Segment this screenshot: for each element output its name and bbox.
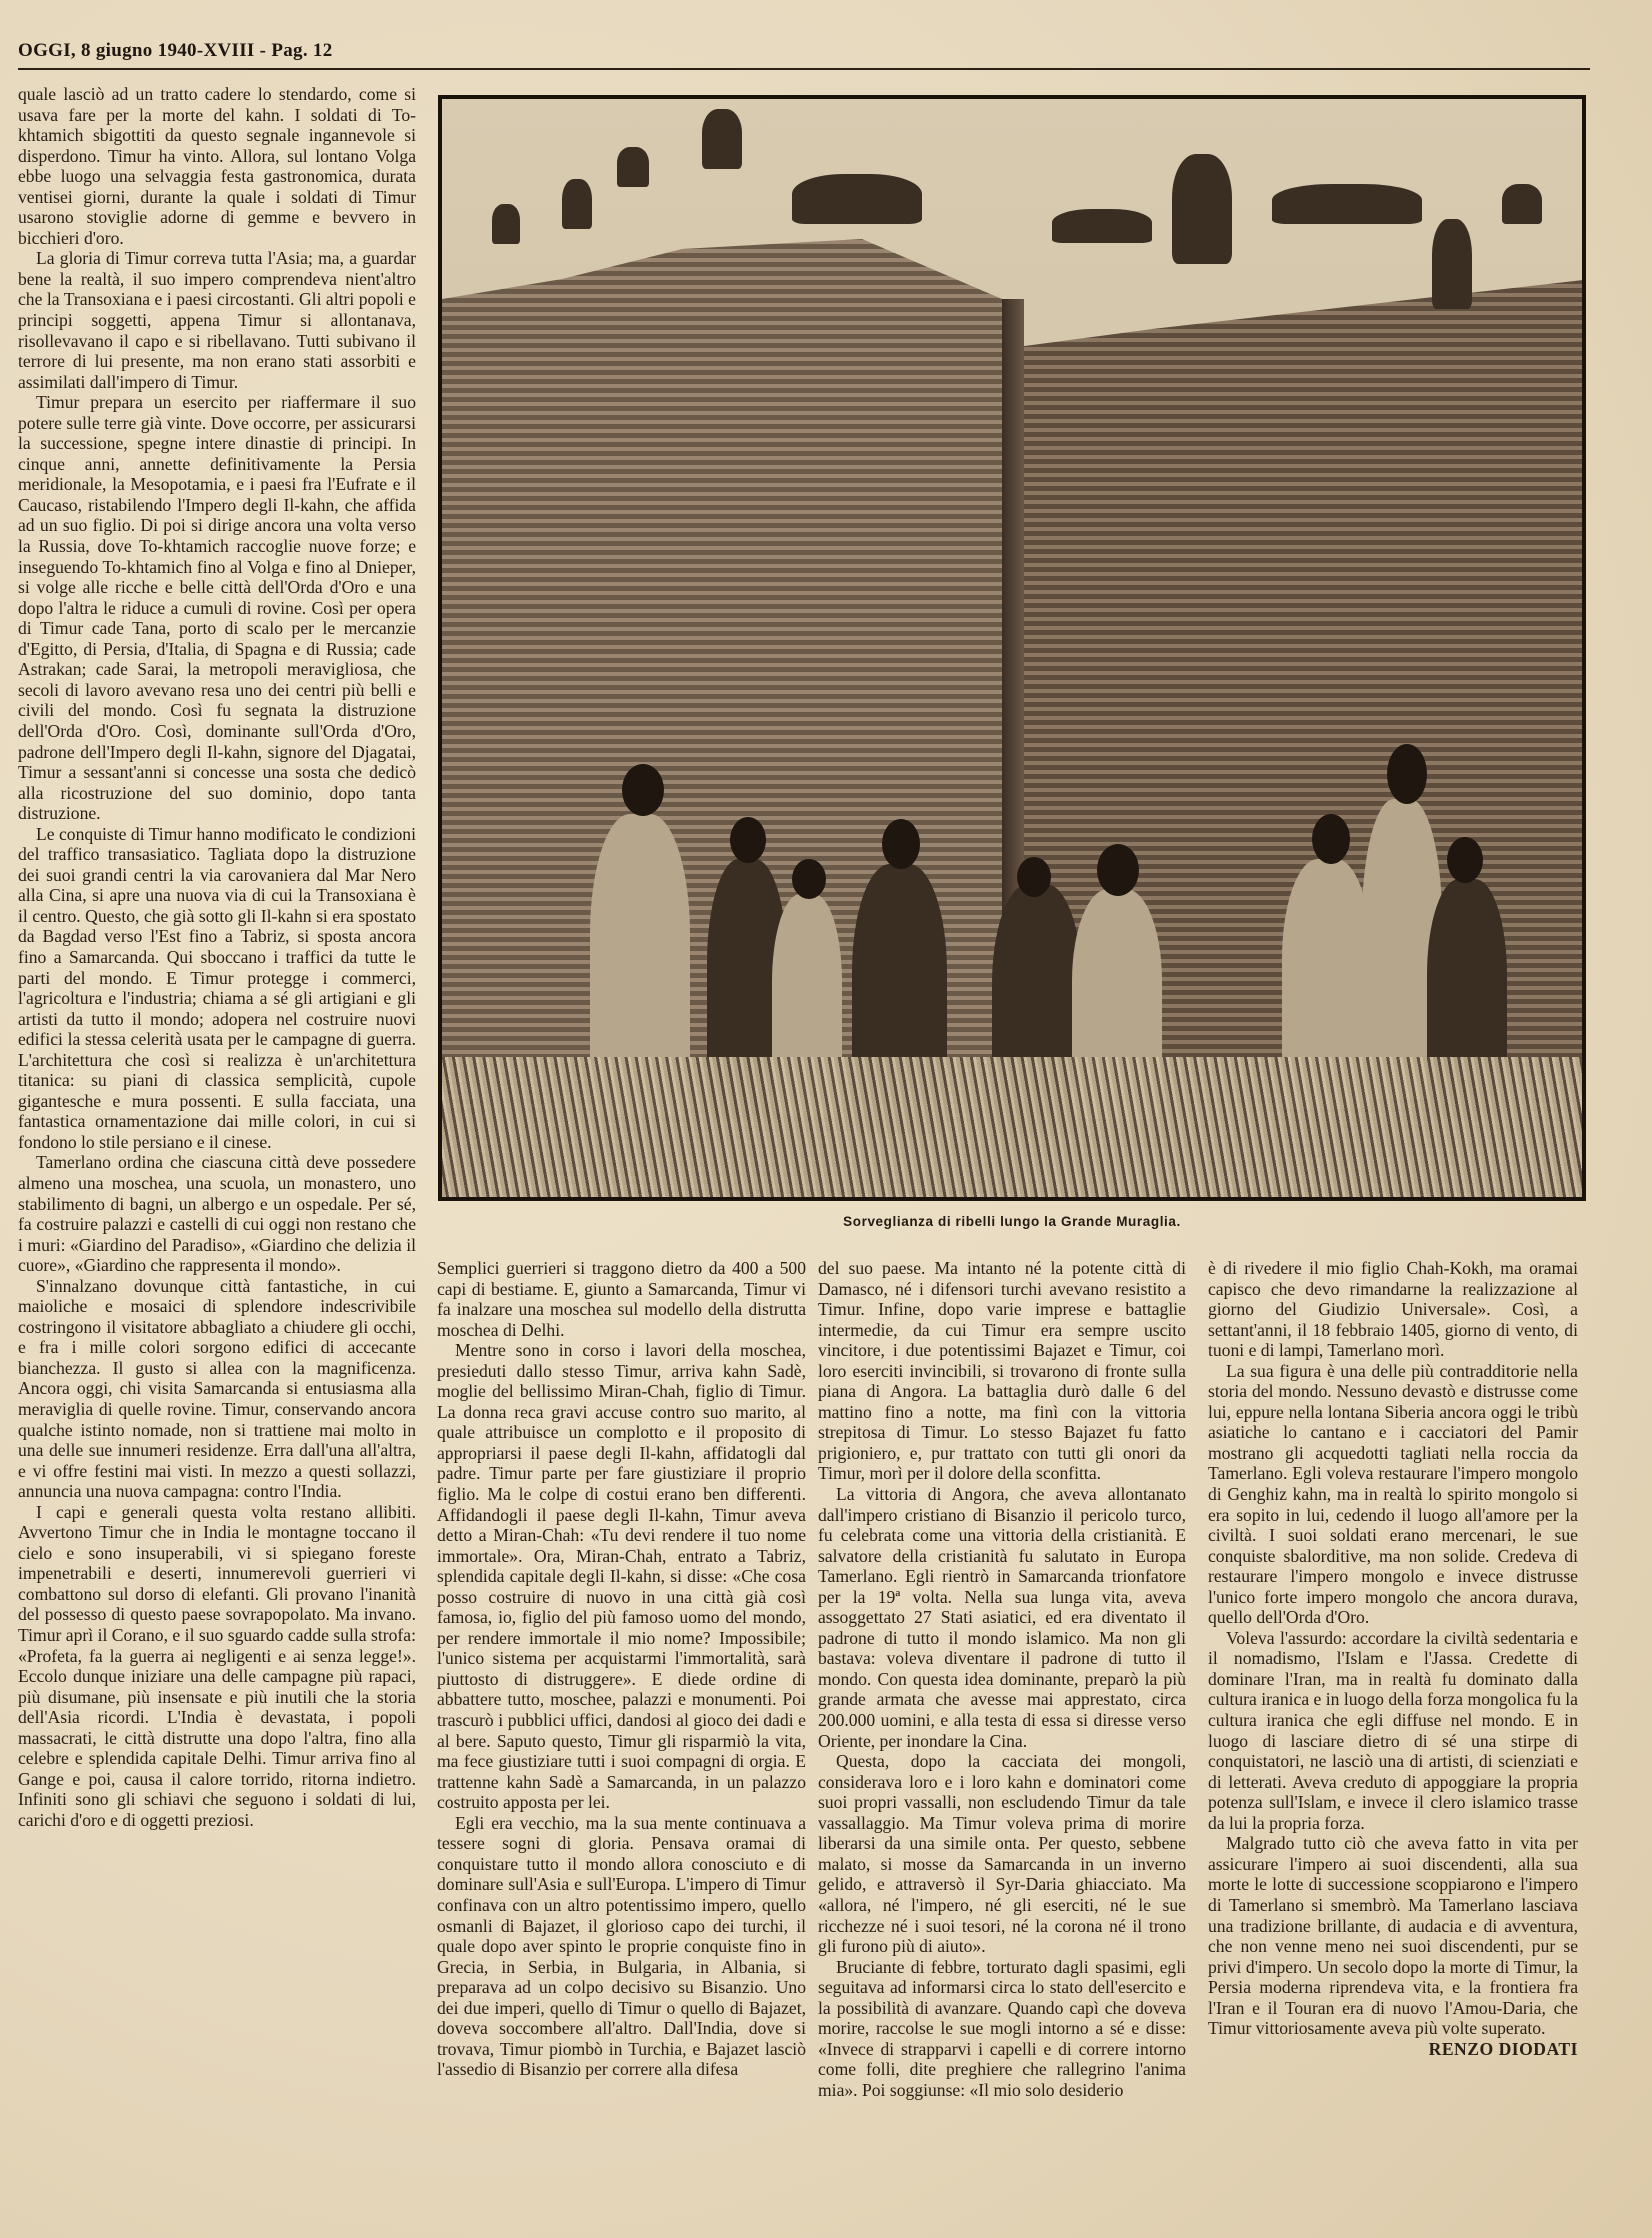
paragraph: Malgrado tutto ciò che aveva fatto in vita per assicurare l'impero ai suoi discendenti, alla sua morte le lotte di successione scoppiarono e l'impero di Tamerlano si smembrò. Ma Tamerlano lasciava una tradizione brillante, di audacia e di avventura, che non venne meno nei suoi discendenti, pur se privi d'impero. Un secolo dopo la morte di Timur, la Persia moderna riprendeva vita, e la frontiera fra l'Iran e il Touran era di nuovo l'Amou-Daria, che Timur vittoriosamente aveva più volte superato. xyxy=(1208,1833,1578,2039)
soldier-figure xyxy=(702,109,742,169)
soldier-figure xyxy=(1172,154,1232,264)
paragraph: Mentre sono in corso i lavori della moschea, presieduti dallo stesso Timur, arriva kahn Sadè, moglie del bellissimo Miran-Chah, figlio di Timur. La donna reca gravi accuse contro suo marito, al quale attribuisce un complotto e il proposito di appropriarsi il paese degli Il-kahn, affidatogli dal padre. Timur parte per fare giustiziare il proprio figlio. Ma le colpe di costui erano ben differenti. Affidandogli il paese degli Il-kahn, Timur aveva detto a Miran-Chah: «Tu devi rendere il tuo nome immortale». Ora, Miran-Chah, entrato a Tabriz, splendida capitale degli Il-kahn, si disse: «Che cosa posso costruire di nuovo in una città già così famosa, io, figlio del più famoso uomo del mondo, per rendere immortale il mio nome? Impossibile; l'unico sistema per acquistarmi l'immortalità, sarà piuttosto di distruggere». E diede ordine di abbattere tutto, moschee, palazzi e monumenti. Poi trascurò i pubblici uffici, dandosi al gioco dei dadi e al bere. Saputo questo, Timur gli risparmiò la vita, ma fece giustiziare tutti i suoi compagni di orgia. E trattenne kahn Sadè a Samarcanda, in un palazzo costruito apposta per lei. xyxy=(437,1340,806,1813)
article-column-1 xyxy=(18,84,416,1830)
article-column-4 xyxy=(1208,1258,1578,2059)
paragraph: La vittoria di Angora, che aveva allontanato dall'impero cristiano di Bisanzio il pericolo turco, fu celebrata come una vittoria della cristianità. E salvatore della cristianità fu salutato in Europa Tamerlano. Egli rientrò in Samarcanda trionfatore per la 19ª volta. Nella sua lunga vita, aveva assoggettato 27 Stati asiatici, ed era diventato il padrone di tutto il mondo islamico. Ma non gli bastava: voleva diventare il padrone di tutto il mondo. Con questa idea dominante, preparò la più grande armata che avesse mai apprestato, circa 200.000 uomini, e alla testa di essa si diresse verso Oriente, per inondare la Cina. xyxy=(818,1484,1186,1751)
paragraph: Semplici guerrieri si traggono dietro da 400 a 500 capi di bestiame. E, giunto a Samarcanda, Timur vi fa inalzare una moschea sul modello della distrutta moschea di Delhi. xyxy=(437,1258,806,1340)
person-head xyxy=(1097,844,1139,896)
paragraph: I capi e generali questa volta restano allibiti. Avvertono Timur che in India le montagne toccano il cielo e sono insuperabili, vi si spiegano foreste impenetrabili e deserti, innumerevoli guerrieri vi combattono sul dorso di elefanti. Gli provano l'inanità del possesso di questo paese sovrapopolato. Ma invano. Timur aprì il Corano, e il suo sguardo cadde sulla strofa: «Profeta, fa la guerra ai negligenti e ai senza legge!». Eccolo dunque iniziare una delle campagne più rapaci, più disumane, più insensate e più inutili che la storia dell'Asia ricordi. L'India è devastata, i popoli massacrati, le città distrutte una dopo l'altra, fino alla celebre e splendida capitale Delhi. Timur arriva fino al Gange e poi, causa il calore torrido, ritorna indietro. Infiniti sono gli schiavi che seguono i soldati di lui, carichi d'oro e di oggetti preziosi. xyxy=(18,1501,416,1830)
author-byline: RENZO DIODATI xyxy=(1428,2038,1578,2059)
person-head xyxy=(1017,857,1051,897)
photo-caption: Sorveglianza di ribelli lungo la Grande Muraglia. xyxy=(843,1214,1181,1229)
article-column-3 xyxy=(818,1258,1186,2100)
soldier-figure xyxy=(562,179,592,229)
paragraph: La gloria di Timur correva tutta l'Asia; ma, a guardar bene la realtà, il suo impero comprendeva nient'altro che la Transoxiana e i paesi circostanti. Gli altri popoli e principi soggetti, appena Timur si allontanava, risollevavano il capo e si ribellavano. Tutti subivano il terrore di lui presente, ma non erano stati assorbiti e assimilati dall'impero di Timur. xyxy=(18,248,416,392)
soldier-figure xyxy=(1502,184,1542,224)
photo-grass xyxy=(442,1057,1582,1197)
soldier-figure xyxy=(1052,209,1152,243)
paragraph: Voleva l'assurdo: accordare la civiltà sedentaria e il nomadismo, l'Islam e l'Jassa. Credette di dominare l'Iran, ma in realtà fu dominato dalla cultura iranica e in luogo della forza mongolica fu la cultura iranica che egli diffuse nel mondo. E in luogo di lasciare dietro di sé una stirpe di conquistatori, ne lasciò una di artisti, di scienziati e di letterati. Aveva creduto di appoggiare la propria potenza sull'Islam, e invece il clero islamico trasse da lui la propria forza. xyxy=(1208,1627,1578,1833)
paragraph: Timur prepara un esercito per riaffermare il suo potere sulle terre già vinte. Dove occorre, per assicurarsi la successione, spegne intere dinastie di principi. In cinque anni, annette definitivamente la Persia meridionale, la Mesopotamia, e i paesi fra l'Eufrate e il Caucaso, ristabilendo l'Impero degli Il-kahn, che affida ad un suo figlio. Di poi si dirige ancora una volta verso la Russia, dove To-khtamich raccoglie nuove forze; e inseguendo To-khtamich fino al Volga e fino al Dnieper, si volge alle ricche e belle città dell'Orda d'Oro e una dopo l'altra le riduce a cumuli di rovine. Così per opera di Timur cade Tana, porto di scalo per le mercanzie d'Egitto, di Persia, d'Italia, di Spagna e di Russia; cade Astrakan; cade Sarai, la metropoli meravigliosa, che secoli di lavoro avevano resa uno dei centri più belli e civili del mondo. Così fu segnata la distruzione dell'Orda d'Oro. Così, dominante sull'Orda d'Oro, padrone dell'Impero degli Il-kahn, signore del Djagatai, Timur a sessant'anni si concesse una sosta che dedicò alla ricostruzione del suo dominio, dopo tanta distruzione. xyxy=(18,392,416,824)
paragraph: Bruciante di febbre, torturato dagli spasimi, egli seguitava ad informarsi circa lo stato dell'esercito e la possibilità di avanzare. Quando capì che doveva morire, raccolse le sue mogli intorno a sé e disse: «Invece di strapparvi i capelli e di correre intorno come folli, dite preghiere che rallegrino l'anima mia». Poi soggiunse: «Il mio solo desiderio xyxy=(818,1956,1186,2100)
soldier-figure xyxy=(792,174,922,224)
person-head xyxy=(792,859,826,899)
paragraph: La sua figura è una delle più contradditorie nella storia del mondo. Nessuno devastò e distrusse come lui, eppure nella lontana Siberia ancora oggi le tribù asiatiche lo cantano e i cacciatori del Pamir mostrano gli acquedotti tagliati nella roccia da Tamerlano. Egli voleva restaurare l'impero mongolo di Genghiz kahn, ma in realtà lo spirito mongolo si era sopito in lui, cedendo il luogo all'amore per la civiltà. I suoi soldati erano mercenari, le sue conquiste sbalorditive, ma non solide. Credeva di restaurare l'impero mongolo e invece distrusse l'unico forte impero mongolo che ancora durava, quello dell'Orda d'Oro. xyxy=(1208,1360,1578,1628)
page-header: OGGI, 8 giugno 1940-XVIII - Pag. 12 xyxy=(18,40,333,61)
person-head xyxy=(882,819,920,869)
soldier-figure xyxy=(492,204,520,244)
person-head xyxy=(730,817,766,863)
paragraph: è di rivedere il mio figlio Chah-Kokh, ma oramai capisco che devo rimandarne la realizzazione al giorno del Giudizio Universale». Così, a settant'anni, il 18 febbraio 1405, giorno di vento, di tuoni e di lampi, Tamerlano morì. xyxy=(1208,1258,1578,1361)
paragraph: del suo paese. Ma intanto né la potente città di Damasco, né i difensori turchi avevano resistito a Timur. Infine, dopo varie imprese e battaglie intermedie, da cui Timur era sempre uscito vincitore, i due potentissimi Bajazet e Timur, coi loro eserciti invincibili, si trovarono di fronte sulla piana di Angora. La battaglia durò dalle 6 del mattino fino a notte, ma finì con la vittoria strepitosa di Timur. Lo stesso Bajazet fu fatto prigioniero, e, pur trattato con tutti gli onori da Timur, morì per il dolore della sconfitta. xyxy=(818,1258,1186,1484)
paragraph: Tamerlano ordina che ciascuna città deve possedere almeno una moschea, una scuola, un monastero, uno stabilimento di bagni, un albergo e un ospedale. Per sé, fa costruire palazzi e castelli di cui oggi non restano che i muri: «Giardino del Paradiso», «Giardino che delizia il cuore», «Giardino che rappresenta il mondo». xyxy=(18,1152,416,1276)
paragraph: quale lasciò ad un tratto cadere lo stendardo, come si usava fare per la morte del kahn. I soldati di To-khtamich sbigottiti da questo segnale ingannevole si disperdono. Timur ha vinto. Allora, sul lontano Volga ebbe luogo una selvaggia festa gastronomica, durata ventisei giorni, durante la quale i soldati di Timur usarono stoviglie adorne di gemme e bevvero in bicchieri d'oro. xyxy=(18,84,416,248)
person-head xyxy=(1447,837,1483,883)
paragraph: Le conquiste di Timur hanno modificato le condizioni del traffico transasiatico. Tagliata dopo la distruzione dei suoi grandi centri la via carovaniera dal Mar Nero alla Cina, si apre una nuova via di cui la Transoxiana è il centro. Questo, che già sotto gli Il-kahn si era spostato da Bagdad verso l'Est fino a Tabriz, si sposta ancora fino a Samarcanda. Qui sboccano i traffici da tutte le parti del mondo. E Timur protegge i commerci, l'agricoltura e l'industria; chiama a sé gli artigiani e gli artisti da tutto il mondo; adopera nel costruire nuovi edifici la stessa celerità usata per le campagne di guerra. L'architettura che così si realizza è un'architettura titanica: su piani di classica semplicità, cupole gigantesche e mura possenti. E sulla facciata, una fantastica ornamentazione dai mille colori, in cui si fondono lo stile persiano e il cinese. xyxy=(18,823,416,1152)
header-rule xyxy=(18,68,1590,70)
soldier-figure xyxy=(617,147,649,187)
paragraph: Egli era vecchio, ma la sua mente continuava a tessere sogni di gloria. Pensava oramai di conquistare tutto il mondo allora conosciuto e di dominare sull'Asia e sull'Europa. L'impero di Timur confinava con un altro potentissimo impero, quello osmanli di Bajazet, il glorioso capo dei turchi, il quale dopo aver spinto le proprie conquiste fino in Grecia, in Serbia, in Bulgaria, in Albania, si preparava ad un colpo decisivo su Bisanzio. Uno dei due imperi, quello di Timur o quello di Bajazet, doveva soccombere all'altro. Dall'India, dove si trovava, Timur piombò in Turchia, e Bajazet lasciò l'assedio di Bisanzio per correre alla difesa xyxy=(437,1812,806,2080)
soldier-figure xyxy=(1272,184,1422,224)
person-head xyxy=(1312,814,1350,864)
paragraph: S'innalzano dovunque città fantastiche, in cui maioliche e mosaici di splendore indescrivibile costringono il visitatore abbagliato a chiudere gli occhi, e fra i mille colori sorgono edifici di accecante bianchezza. Il gusto si allea con la magnificenza. Ancora oggi, chi visita Samarcanda si entusiasma alla meraviglia di quelle rovine. Timur, conservando ancora qualche istinto nomade, non si trattiene mai molto in una delle sue innumeri residenze. Erra dall'una all'altra, e vi offre festini mai visti. In mezzo a questi sollazzi, annuncia una nuova campagna: contro l'India. xyxy=(18,1275,416,1502)
soldier-figure xyxy=(1432,219,1472,309)
paragraph: Questa, dopo la cacciata dei mongoli, considerava loro e i loro kahn e dominatori come suoi propri vassalli, non escludendo Timur da tale vassallaggio. Ma Timur voleva prima di morire liberarsi da una simile onta. Per questo, sebbene malato, si mosse da Samarcanda in un inverno gelido, e attraversò il Syr-Daria ghiacciato. Ma «allora, né l'impero, né gli eserciti, né le sue ricchezze né i suoi tesori, né la corona né il trono gli furono più di aiuto». xyxy=(818,1751,1186,1957)
great-wall-photo xyxy=(438,95,1586,1201)
person-head xyxy=(1387,744,1427,804)
article-column-2 xyxy=(437,1258,806,2080)
person-head xyxy=(622,764,664,816)
